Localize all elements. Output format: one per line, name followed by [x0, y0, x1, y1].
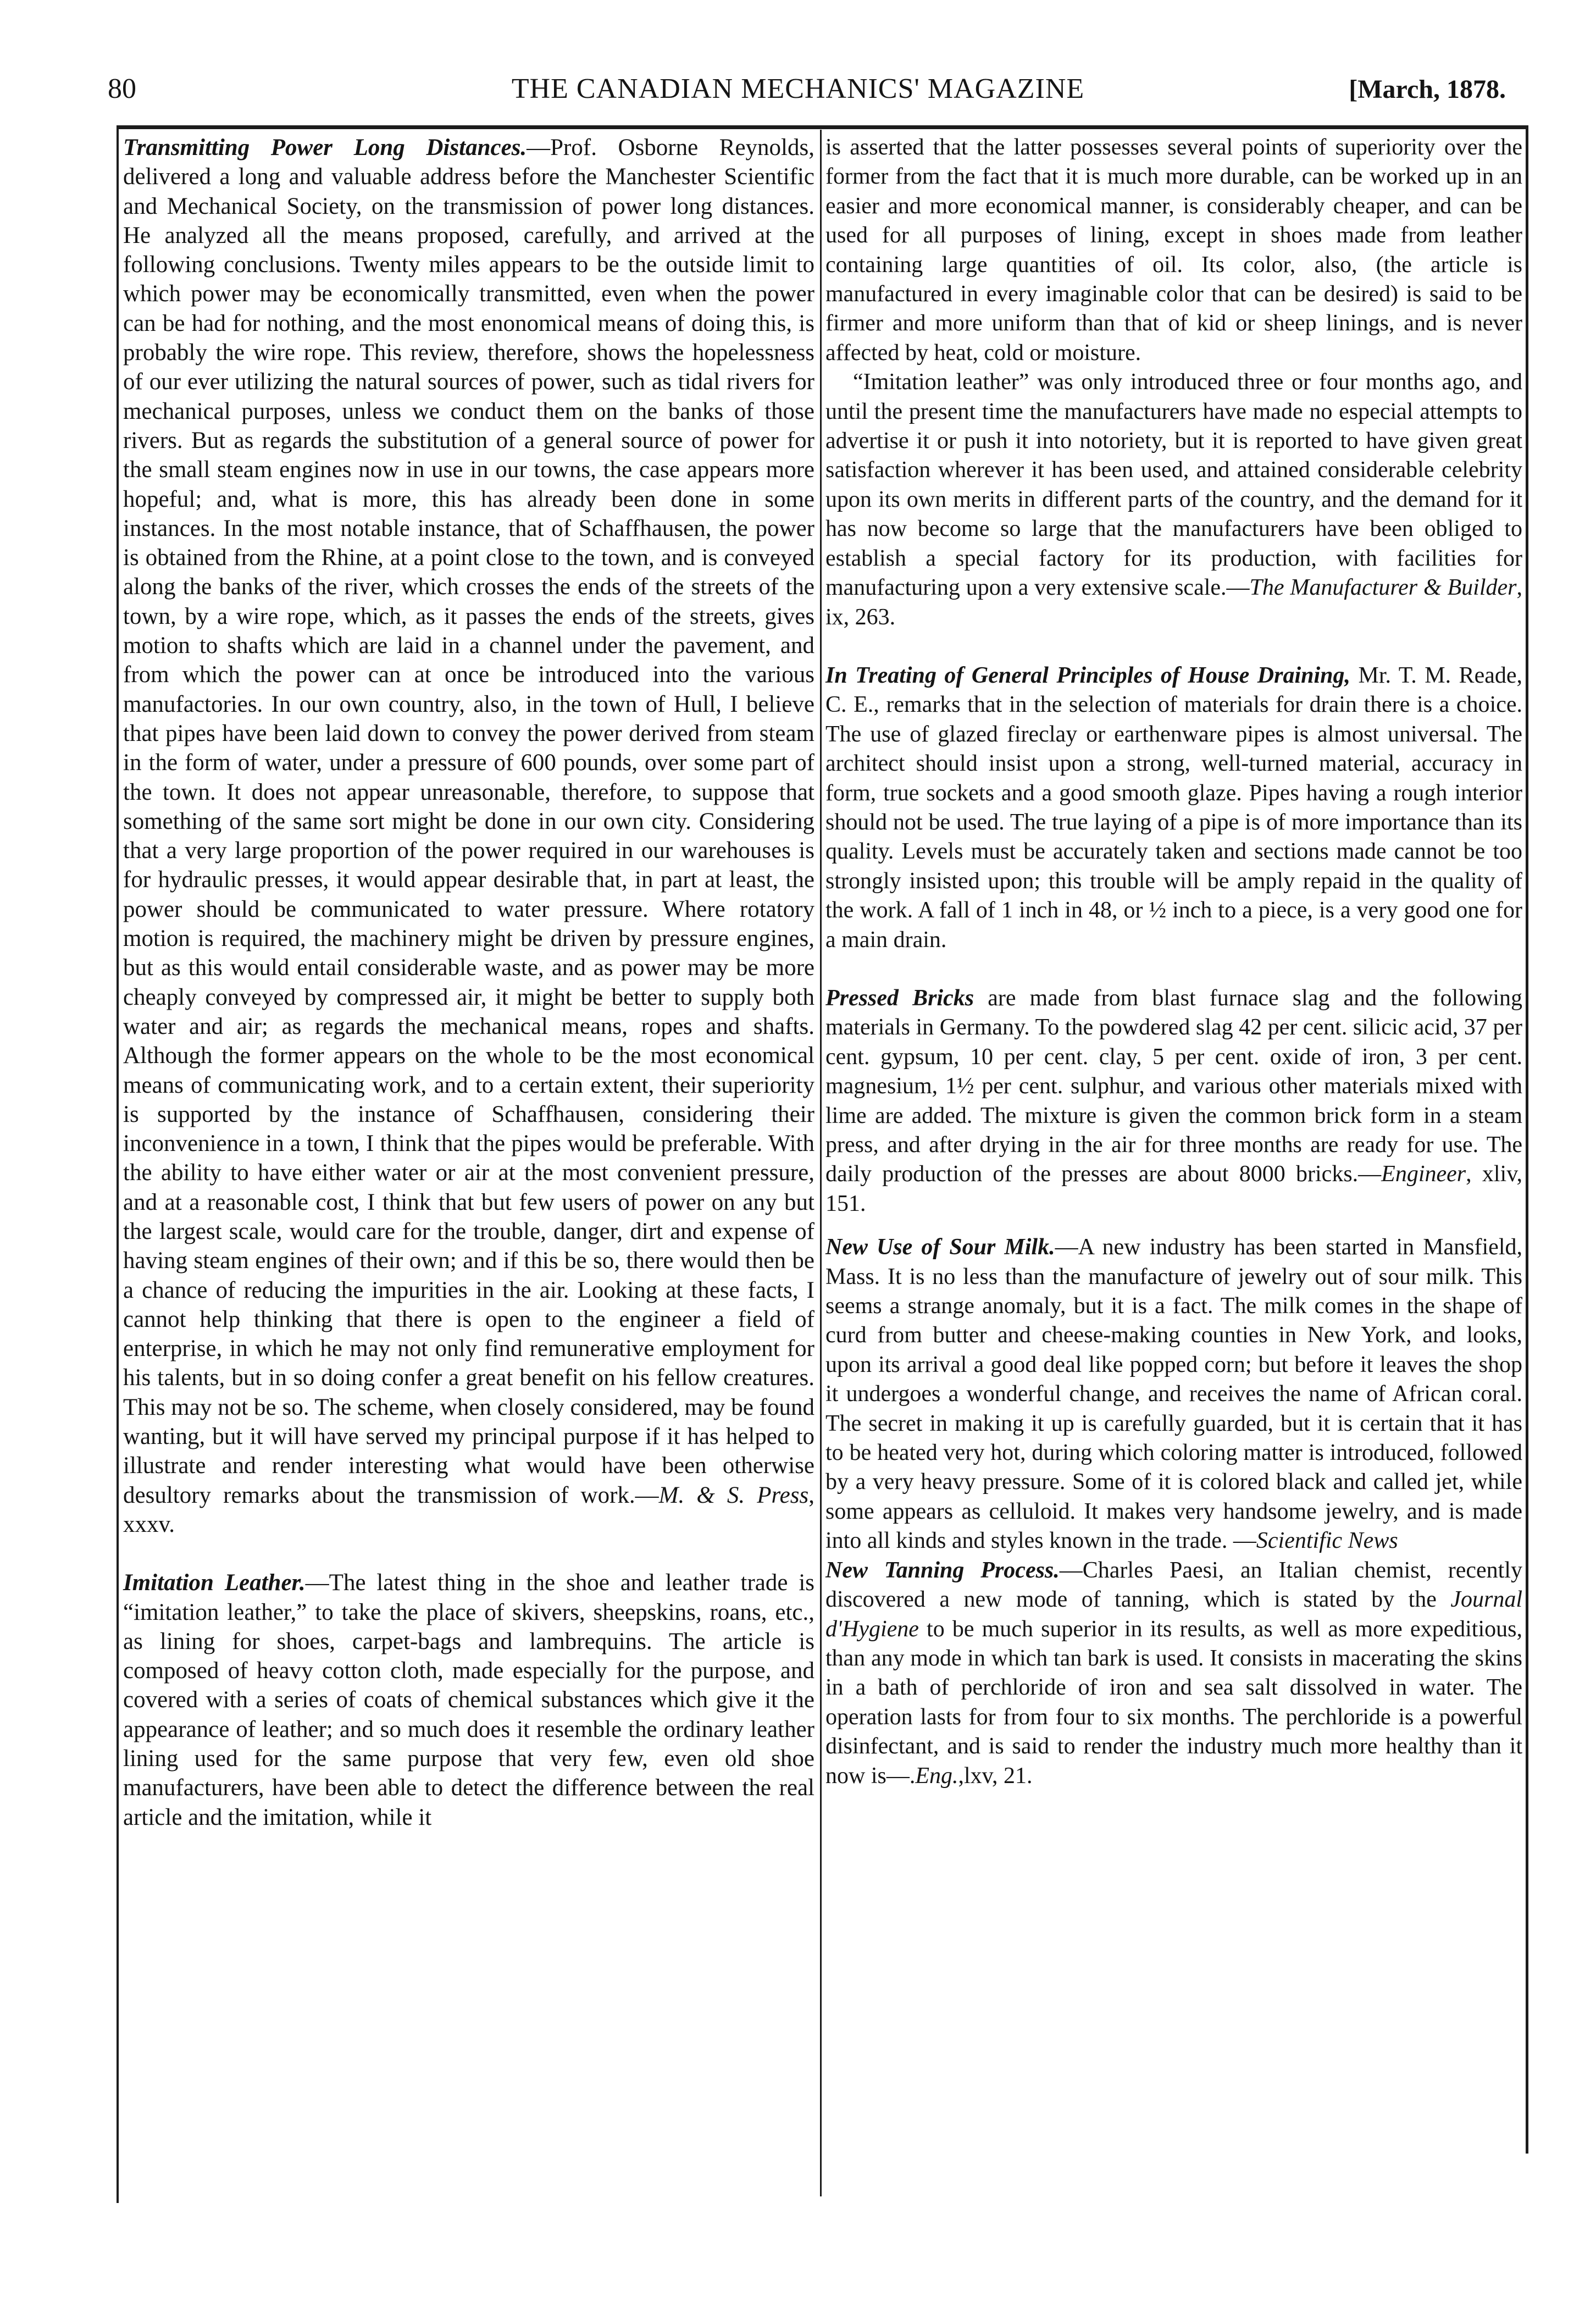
- article-sour-milk: [825, 1233, 1522, 1556]
- article-source: Engineer: [1381, 1161, 1466, 1187]
- left-column: [123, 133, 814, 1832]
- spacer: [825, 955, 1522, 984]
- spacer: [825, 1219, 1522, 1233]
- article-body: —The latest thing in the shoe and leather trade is “imitation leather,” to take the place of skivers, sheepskins, roans, etc., as lining for shoes, carpet-bags and lambrequins. The article is composed of heavy cotton cloth, made especially for the purpose, and covered with a series of coats of chemical substances which give it the appearance of leather; and so much does it resemble the ordinary leather lining used for the same purpose that very few, even old shoe manufacturers, have been able to detect the difference between the real article and the imitation, while it: [123, 1570, 814, 1830]
- article-heading: New Use of Sour Milk.: [825, 1235, 1055, 1260]
- article-house-draining: [825, 661, 1522, 955]
- article-imitation-leather-paragraph: [825, 368, 1522, 632]
- left-border-rule: [117, 125, 119, 2203]
- article-body: —Prof. Osborne Reynolds, delivered a long and valuable address before the Manchester Scientific and Mechanical Society, on the transmission of power long distances. He analyzed all the means proposed, carefully, and arrived at the following conclusions. Twenty miles appears to be the outside limit to which power may be economically transmitted, even when the power can be had for nothing, and the most enonomical means of doing this, is probably the wire rope. This review, therefore, shows the hopelessness of our ever utilizing the natural sources of power, such as tidal rivers for mechanical purposes, unless we conduct them on the banks of those rivers. But as regards the substitution of a general source of power for the small steam engines now in use in our towns, the case appears more hopeful; and, what is more, this has already been done in some instances. In the most notable instance, that of Schaffhausen, the power is obtained from the Rhine, at a point close to the town, and is conveyed along the banks of the river, which crosses the ends of the streets of the town, by a wire rope, which, as it passes the ends of the streets, gives motion to shafts which are laid in a channel under the pavement, and from which the power can at once be introduced into the various manufactories. In our own country, also, in the town of Hull, I believe that pipes have been laid down to convey the power derived from steam in the form of water, under a pressure of 600 pounds, over some part of the town. It does not appear unreasonable, therefore, to suppose that something of the same sort might be done in our own city. Considering that a very large proportion of the power required in our warehouses is for hydraulic presses, it would appear desirable that, in part at least, the power should be communicated to water pressure. Where rotatory motion is required, the machinery might be driven by pressure engines, but as this would entail considerable waste, and as power may be more cheaply conveyed by compressed air, it might be better to supply both water and air; as regards the mechanical means, ropes and shafts. Although the former appears on the whole to be the most economical means of communicating work, and to a certain extent, their superiority is supported by the instance of Schaffhausen, considering their inconvenience in a town, I think that the pipes would be preferable. With the ability to have either water or air at the most convenient pressure, and at a reasonable cost, I think that but few users of power on any but the largest scale, would care for the trouble, danger, dirt and expense of having steam engines of their own; and if this be so, there would then be a chance of reducing the impurities in the air. Looking at these facts, I cannot help thinking that there is open to the engineer a field of enterprise, in which he may not only find remunerative employment for his talents, but in so doing confer a great benefit on his fellow creatures. This may not be so. The scheme, when closely considered, may be found wanting, but it will have served my principal purpose if it has helped to illustrate and render interesting what would have been otherwise desultory remarks about the transmission of work.—: [123, 135, 814, 1508]
- article-heading: Pressed Bricks: [825, 985, 974, 1011]
- magazine-title: THE CANADIAN MECHANICS' MAGAZINE: [511, 73, 1085, 104]
- article-body-continued: to be much superior in its results, as well as more expeditious, than any mode in which tan bark is used. It consists in macerating the skins in a bath of perchloride of iron and sea salt dissolved in water. The operation lasts for from four to six months. The perchloride is a powerful disinfectant, and is said to render the industry much more healthy than it now is—.: [825, 1616, 1522, 1789]
- article-source: Eng.: [915, 1763, 958, 1789]
- article-body: “Imitation leather” was only introduced three or four months ago, and until the present time the manufacturers have made no especial attempts to advertise it or push it into notoriety, but it is reported to have given great satisfaction wherever it has been used, and attained considerable celebrity upon its own merits in different parts of the country, and the demand for it has now become so large that the manufacturers have been obliged to establish a special factory for its production, with facilities for manufacturing upon a very extensive scale.—: [825, 369, 1522, 601]
- spacer: [123, 1539, 814, 1568]
- column-divider: [820, 130, 822, 2196]
- article-heading: Transmitting Power Long Distances.: [123, 135, 527, 160]
- top-rule: [117, 125, 1528, 129]
- article-source: The Manufacturer & Builder: [1249, 575, 1517, 601]
- article-body: —Charles Paesi, an Italian chemist, recently discovered a new mode of tanning, which is stated by the: [825, 1557, 1522, 1613]
- article-body: —A new industry has been started in Mansfield, Mass. It is no less than the manufacture of jewelry out of sour milk. This seems a strange anomaly, but it is a fact. The milk comes in the shape of curd from butter and cheese-making counties in New York, and looks, upon its arrival a good deal like popped corn; but before it leaves the shop it undergoes a wonderful change, and receives the name of African coral. The secret in making it up is carefully guarded, but it is certain that it has to be heated very hot, during which coloring matter is introduced, followed by a very heavy pressure. Some of it is colored black and called jet, while some appears as celluloid. It makes very handsome jewelry, and is made into all kinds and styles known in the trade. —: [825, 1235, 1522, 1554]
- article-body: Mr. T. M. Reade, C. E., remarks that in the selection of materials for drain there is a choice. The use of glazed fireclay or earthenware pipes is almost universal. The architect should insist upon a strong, well-turned material, accuracy in form, true sockets and a good smooth glaze. Pipes having a rough interior should not be used. The true laying of a pipe is of more importance than its quality. Levels must be accurately taken and sections made cannot be too strongly insisted upon; this trouble will be amply repaid in the quality of the work. A fall of 1 inch in 48, or ½ inch to a piece, is a very good one for a main drain.: [825, 662, 1522, 953]
- article-source-detail: ,lxv, 21.: [958, 1763, 1033, 1789]
- running-head: [0, 0, 1596, 126]
- article-source: Scientific News: [1256, 1528, 1398, 1554]
- article-source-detail: , xliv, 151.: [825, 1161, 1522, 1216]
- article-body: is asserted that the latter possesses several points of superiority over the former from the fact that it is much more durable, can be worked up in an easier and more economical manner, is considerably cheaper, and can be used for all purposes of lining, except in shoes made from leather containing large quantities of oil. Its color, also, (the article is manufactured in every imaginable color that can be desired) is said to be firmer and more uniform than that of kid or sheep linings, and is never affected by heat, cold or moisture.: [825, 135, 1522, 366]
- article-transmitting-power: [123, 133, 814, 1539]
- right-column: [825, 133, 1522, 1791]
- article-body: are made from blast furnace slag and the following materials in Germany. To the powdered slag 42 per cent. silicic acid, 37 per cent. gypsum, 10 per cent. clay, 5 per cent. oxide of iron, 3 per cent. magnesium, 1½ per cent. sulphur, and various other materials mixed with lime are added. The mixture is given the common brick form in a steam press, and after drying in the air for three months are ready for use. The daily production of the presses are about 8000 bricks.—: [825, 985, 1522, 1187]
- article-pressed-bricks: [825, 984, 1522, 1219]
- journal-name: Journal d'Hygiene: [825, 1587, 1522, 1642]
- article-heading: New Tanning Process.: [825, 1557, 1060, 1583]
- article-source-detail: , xxxv.: [123, 1482, 814, 1537]
- article-imitation-leather-continued: [825, 133, 1522, 368]
- right-border-rule: [1526, 125, 1528, 2154]
- article-heading: Imitation Leather.: [123, 1570, 306, 1596]
- article-source-detail: , ix, 263.: [825, 575, 1522, 630]
- issue-date: [March, 1878.: [1349, 75, 1506, 104]
- article-imitation-leather: [123, 1568, 814, 1832]
- article-tanning-process: [825, 1556, 1522, 1791]
- spacer: [825, 632, 1522, 661]
- article-heading: In Treating of General Principles of House Draining,: [825, 662, 1351, 688]
- page-number: 80: [108, 73, 136, 104]
- article-source: M. & S. Press: [658, 1482, 809, 1508]
